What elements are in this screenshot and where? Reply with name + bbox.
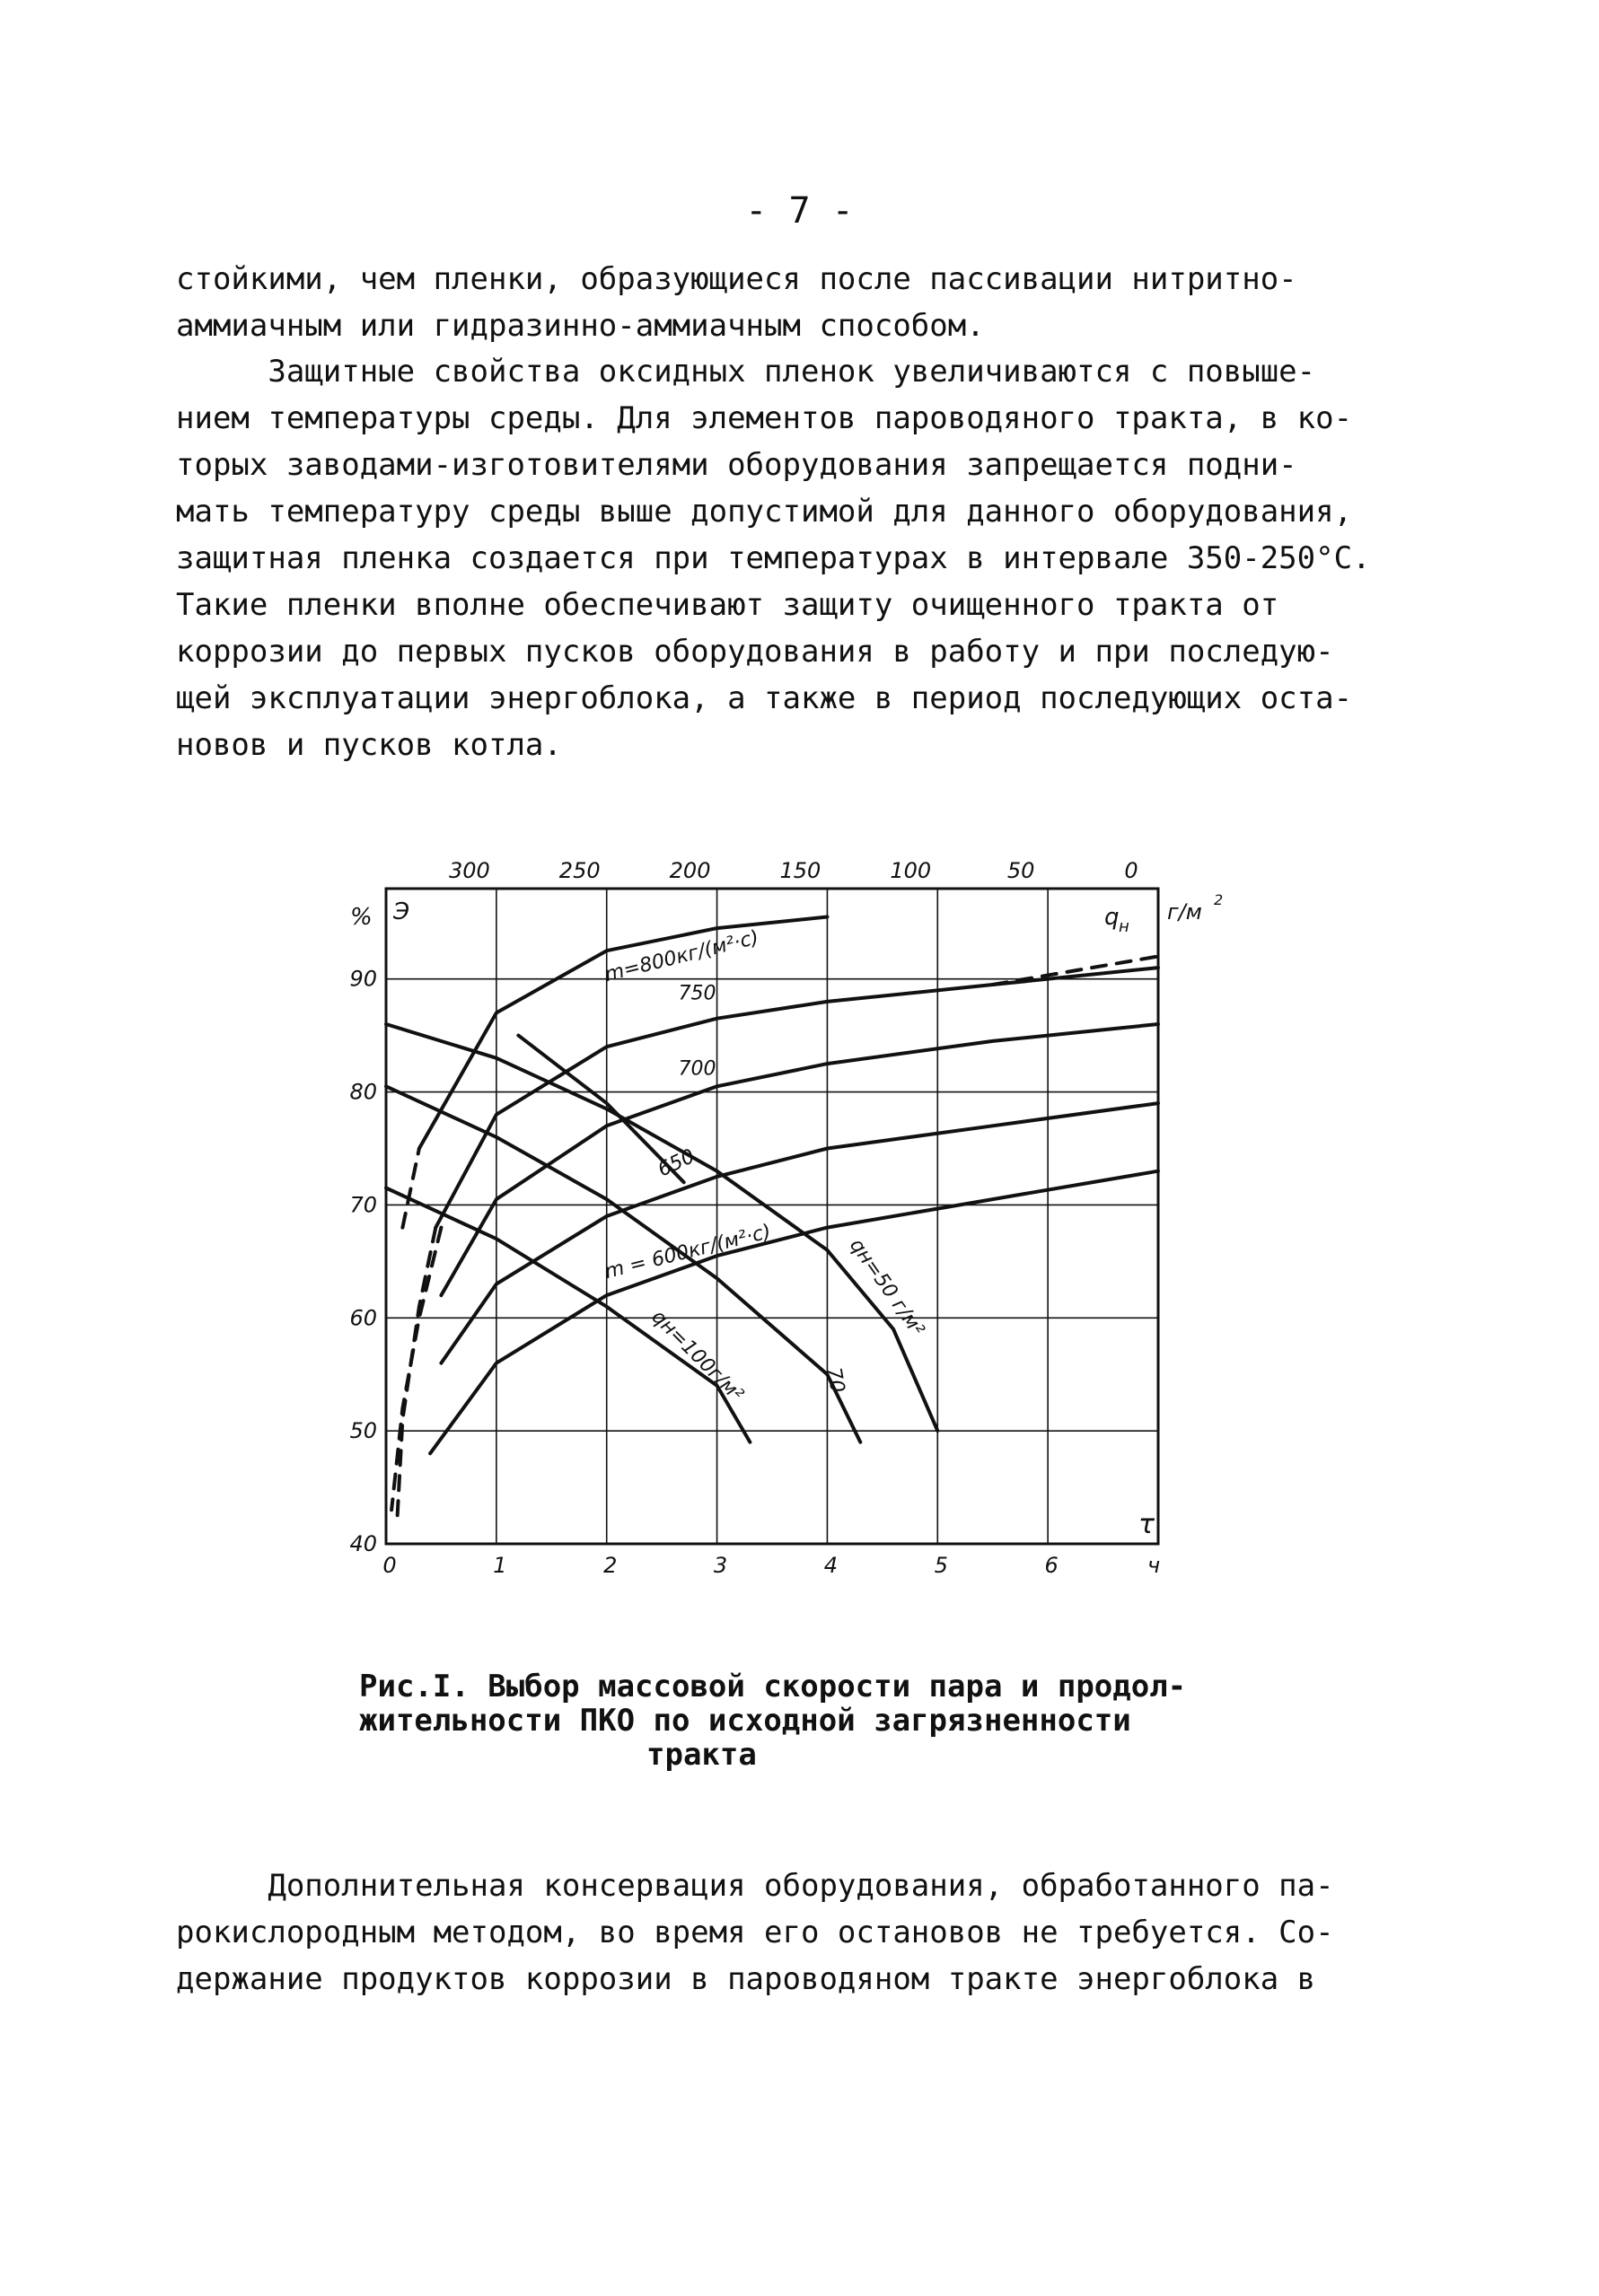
x-tick-label: 1 [493,1553,507,1578]
chart [323,844,1275,1616]
top-tick-label: 300 [448,858,490,883]
y-tick-label: 60 [349,1305,377,1331]
text-line: новов и пусков котла. [176,727,562,763]
series-line-dashed [391,1228,441,1511]
text-line: мать температуру среды выше допустимой для данного оборудования, [176,494,1353,530]
figure-caption [359,1669,1257,1772]
series-line-dashed [402,1149,419,1228]
series-label: m = 600кг/(м²·с) [602,1220,774,1284]
y-tick-label: 90 [349,966,377,992]
text-line: рокислородным методом, во время его остановов не требуется. Со- [176,1915,1334,1950]
paragraph-1 [176,256,1379,349]
plot-frame [386,889,1158,1544]
text-line: нием температуры среды. Для элементов пароводяного тракта, в ко- [176,400,1353,436]
text-line: щей эксплуатации энергоблока, а также в период последующих оста- [176,680,1353,716]
text-line: коррозии до первых пусков оборудования в работу и при последую- [176,634,1334,670]
text-line: защитная пленка создается при температурах в интервале 350-250°С. [176,540,1371,576]
text-line: стойкими, чем пленки, образующиеся после пассивации нитритно- [176,261,1297,297]
x-tick-label: 0 [382,1553,397,1578]
y-tick-label: 80 [349,1079,377,1105]
caption-line: Рис.I. Выбор массовой скорости пара и продол- [359,1669,1187,1704]
series-label: 700 [678,1057,716,1081]
paragraph-3 [176,1862,1379,2002]
series-label: 650 [655,1144,698,1182]
caption-line: жительности ПКО по исходной загрязненности [359,1703,1131,1739]
series-label: qн=100г/м² [646,1305,748,1407]
text-line: торых заводами-изготовителями оборудования запрещается подни- [176,447,1297,483]
series-label: 70 [821,1365,849,1395]
paragraph-2 [176,348,1379,768]
series-label: qн=50 г/м² [845,1234,928,1341]
top-axis-unit-power: 2 [1214,891,1224,908]
x-tick-label: 5 [934,1553,948,1578]
text-line: Дополнительная консервация оборудования, обработанного па- [176,1868,1334,1904]
x-axis-unit: ч [1147,1553,1161,1578]
x-tick-label: 3 [713,1553,728,1578]
series-line [430,1171,1158,1454]
series-label: 750 [678,982,716,1005]
top-tick-label: 100 [890,858,932,883]
top-tick-label: 150 [779,858,821,883]
top-axis-label: q [1104,904,1120,931]
top-tick-label: 0 [1124,858,1138,883]
series-line-dashed [397,1228,435,1521]
x-axis-symbol: τ [1138,1509,1155,1540]
text-line: Такие пленки вполне обеспечивают защиту очищенного тракта от [176,587,1279,623]
series-label: m=800кг/(м²·с) [602,926,761,987]
text-line: держание продуктов коррозии в пароводяном тракте энергоблока в [176,1961,1316,1997]
x-tick-label: 2 [603,1553,618,1578]
y-axis-label: % [350,904,373,931]
y-tick-label: 50 [349,1418,377,1444]
text-line: аммиачным или гидразинно-аммиачным способом. [176,308,985,344]
text-line: Защитные свойства оксидных пленок увеличиваются с повыше- [176,354,1316,390]
y-tick-label: 70 [349,1192,377,1218]
series-line [441,1024,1158,1295]
top-axis-subscript: н [1119,917,1129,936]
top-axis-unit: г/м [1167,899,1202,925]
page-number: - 7 - [745,190,854,232]
y-tick-label: 40 [349,1531,377,1556]
caption-line: тракта [646,1737,757,1773]
top-tick-label: 200 [669,858,711,883]
top-tick-label: 50 [1006,858,1035,883]
top-tick-label: 250 [558,858,601,883]
x-tick-label: 4 [823,1553,839,1578]
x-tick-label: 6 [1044,1553,1059,1578]
series-line [419,917,828,1149]
y-axis-symbol: Э [393,898,410,925]
